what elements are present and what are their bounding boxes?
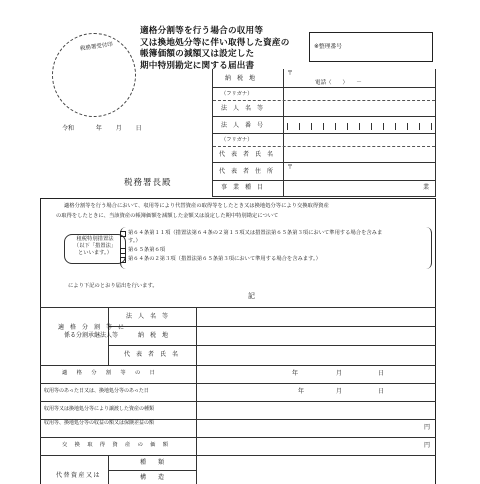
option-text-1-cont: す。） xyxy=(128,238,141,244)
intro-text-1: 適格分割等を行う場合において、収用等により代替資産の取得等をしたとき又は換地処分等により交換取得資産 xyxy=(64,203,329,209)
label-furigana-rep: （フリガナ） xyxy=(221,137,253,143)
label-corp-name: 法 人 名 等 xyxy=(221,105,264,112)
label-corp-number: 法 人 番 号 xyxy=(221,122,264,129)
provision-label-2: （以下「措置法」 xyxy=(73,243,117,249)
bottom-type-label: 種 類 xyxy=(140,459,165,466)
label-rep-name: 代 表 者 氏 名 xyxy=(219,151,274,158)
title-line-1: 適格分割等を行う場合の収用等 xyxy=(140,26,264,36)
intro-text-2: の取得をしたときに、当該資産の帳簿価額を減額した金額又は設定した期中特別勘定について xyxy=(56,213,279,219)
option-checkbox-2[interactable] xyxy=(120,248,126,254)
date-year: 年 xyxy=(95,125,102,132)
ki-heading: 記 xyxy=(248,292,255,300)
split-date-label: 適 格 分 割 等 の 日 xyxy=(62,370,157,376)
applicant-info-table xyxy=(212,69,436,197)
successor-tax-address-label: 納 税 地 xyxy=(138,332,169,339)
business-suffix: 業 xyxy=(423,184,430,191)
gain-amount-unit: 円 xyxy=(424,424,431,431)
option-text-1: 第６４条第１１項（措置法第６４条の２第１５項又は措置法第６５条第３項において準用する場合を含みま xyxy=(128,230,383,236)
label-business-type: 事 業 種 目 xyxy=(221,184,264,191)
title-line-4: 期中特別勘定に関する届出書 xyxy=(140,60,255,71)
successor-corp-name-label: 法 人 名 等 xyxy=(126,313,169,320)
exchange-asset-value-label: 交 換 取 得 資 産 の 価 額 xyxy=(62,442,170,448)
date-day: 日 xyxy=(135,125,142,132)
provision-label xyxy=(66,236,124,257)
expropriation-date-year: 年 xyxy=(298,388,305,395)
bottom-structure-label: 構 造 xyxy=(140,474,165,481)
successor-group-label xyxy=(58,324,124,340)
split-date-day: 日 xyxy=(378,370,385,377)
split-date-year: 年 xyxy=(292,370,299,377)
form-title xyxy=(140,26,290,72)
expropriation-date-label: 収用等のあった日又は、換地処分等のあった日 xyxy=(44,388,149,394)
gain-amount-label: 収用等、換地処分等の収益の額又は保険差益の額 xyxy=(44,420,155,426)
phone-field: 電話（ ） － xyxy=(315,80,362,86)
title-line-3: 帳簿価額の減額又は設定した xyxy=(140,49,255,59)
postal-mark-rep: 〒 xyxy=(287,164,294,171)
date-era: 令和 xyxy=(62,125,75,132)
filing-date xyxy=(62,125,142,133)
option-text-2: 第６５条第６項 xyxy=(128,247,166,253)
successor-group-label-2: 係る分割承継法人等 xyxy=(64,332,119,339)
tax-office-addressee: 税務署長殿 xyxy=(124,178,172,188)
label-furigana-corp: （フリガナ） xyxy=(221,91,253,97)
label-tax-address: 納 税 地 xyxy=(225,75,256,82)
option-checkbox-3[interactable] xyxy=(120,257,126,263)
successor-group-label-1: 適 格 分 割 等 に xyxy=(58,324,125,331)
transferred-asset-type-label: 収用等又は換地処分等により譲渡した資産の種類 xyxy=(44,406,155,412)
replacement-asset-group-label: 代替資産又は xyxy=(56,472,102,479)
notice-text: により下記のとおり届出を行います。 xyxy=(68,283,158,289)
title-line-2: 又は換地処分等に伴い取得した資産の xyxy=(140,37,290,48)
corp-number-boxes[interactable] xyxy=(287,119,431,130)
label-rep-address: 代 表 者 住 所 xyxy=(219,168,274,175)
postal-mark-address: 〒 xyxy=(287,70,294,77)
option-text-3: 第６４条の２第３項（措置法第６５条第３項において準用する場合を含みます。） xyxy=(128,256,321,262)
reception-stamp-label: 税務署受付印 xyxy=(79,41,114,53)
date-month: 月 xyxy=(115,125,122,132)
expropriation-date-month: 月 xyxy=(336,388,343,395)
split-date-month: 月 xyxy=(336,370,343,377)
provision-label-1: 租税特別措置法 xyxy=(76,236,114,242)
expropriation-date-day: 日 xyxy=(378,388,385,395)
provision-label-3: といいます。） xyxy=(77,250,112,256)
successor-rep-name-label: 代 表 者 氏 名 xyxy=(124,351,179,358)
serial-number-label: ※整理番号 xyxy=(314,44,343,50)
option-checkbox-1[interactable] xyxy=(120,231,126,237)
exchange-asset-value-unit: 円 xyxy=(424,442,431,449)
